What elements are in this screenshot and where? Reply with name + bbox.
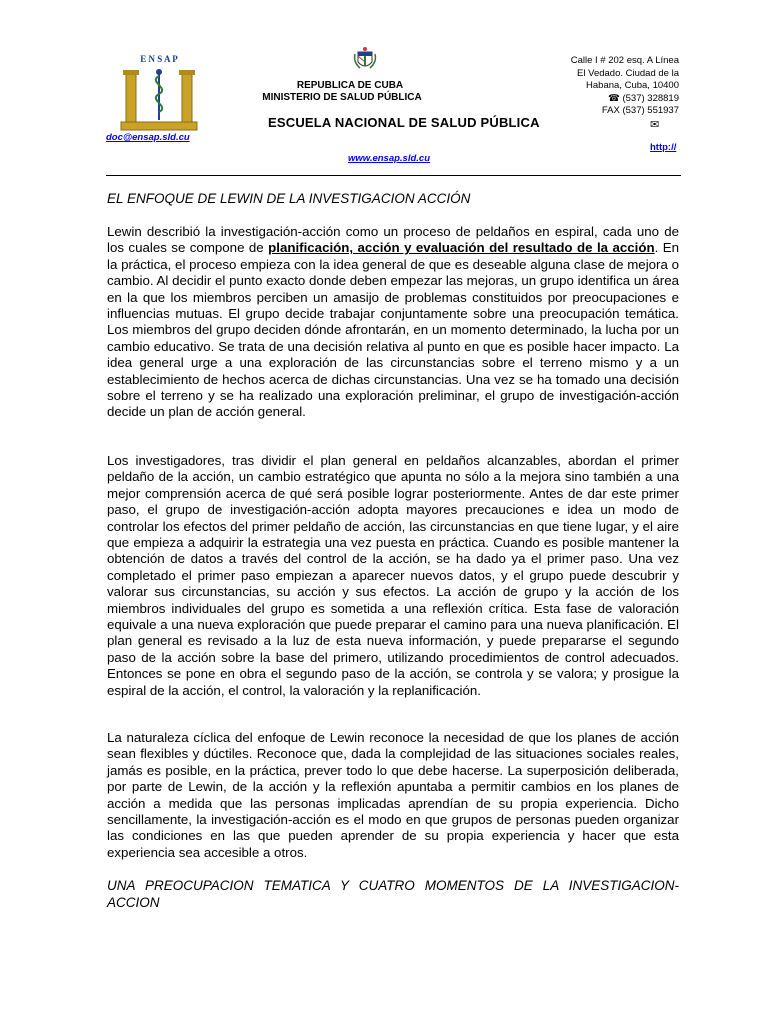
paragraph-2: Los investigadores, tras dividir el plan general en peldaños alcanzables, abordan el primer peldaño de la acción, un cambio estratégico que apunta no sólo a la mejora sino también a una mejor comprensión acerca de qué será posible lograr posteriormente. Antes de dar este primer paso, el grupo de investigación-acción adopta mayores precauciones e idea un modo de controlar los efectos del primer peldaño de acción, las circunstancias en que tiene lugar, y el aire que empieza a adquirir la estrategia una vez puesta en práctica. Cuando es posible mantener la obtención de datos a través del control de la acción, se ha dado ya el primer paso. Una vez completado el primer paso empiezan a aparecer nuevos datos, y el grupo puede descubrir y valorar sus circunstancias, su acción y sus efectos. La acción de grupo y la acción de los miembros individuales del grupo es sometida a una reflexión crítica. Esta fase de valoración equivale a una nueva exploración que puede preparar el camino para una nueva planificación. El plan general es revisado a la luz de esta nueva información, y puede prepararse el segundo paso de la acción sobre la base del primero, utilizando procedimientos de control adecuados. Entonces se pone en obra el segundo paso de la acción, se controla y se valora; y prosigue la espiral de la acción, el control, la valoración y la replanificación. <box>107 453 679 698</box>
address-line: El Vedado. Ciudad de la <box>577 67 679 79</box>
address-line: Habana, Cuba, 10400 <box>586 80 679 91</box>
section-subtitle: UNA PREOCUPACION TEMATICA Y CUATRO MOMENTOS DE LA INVESTIGACION-ACCION <box>107 878 679 910</box>
republic-heading: REPUBLICA DE CUBA <box>296 80 404 91</box>
envelope-icon: ✉ <box>650 119 660 131</box>
paragraph-1-emphasis: planificación, acción y evaluación del resultado de la acción <box>268 240 655 256</box>
ministry-heading: MINISTERIO DE SALUD PÚBLICA <box>262 92 422 103</box>
paragraph-1-text-end: . En la práctica, el proceso empieza con la idea general de que es deseable alguna clase de mejora o cambio. Al decidir el punto exacto donde deben empezar las mejoras, un grupo identifica un área en la que los miembros perciben un amasijo de problemas constituidos por preocupaciones e influencias mutuas. El grupo decide trabajar conjuntamente sobre una preocupación temática. Los miembros del grupo deciden dónde afrontarán, en un momento determinado, la lucha por un cambio educativo. Se trata de una decisión relativa al punto en que es posible hacer impacto. La idea general urge a una exploración de las circunstancias sobre el terreno mismo y a un establecimiento de hechos acerca de dichas circunstancias. Una vez se ha tomado una decisión sobre el terreno y se ha realizado una exploración preliminar, el grupo de investigación-acción decide un plan de acción general. <box>107 240 679 420</box>
ensap-logo <box>118 52 200 134</box>
paragraph-1-text: Lewin describió la investigación-acción como un proceso de peldaños en espiral, cada uno de los cuales se compone de <box>107 224 679 256</box>
http-link[interactable]: http:// <box>650 142 677 153</box>
document-title: EL ENFOQUE DE LEWIN DE LA INVESTIGACION ACCIÓN <box>107 191 471 206</box>
fax-line: FAX (537) 551937 <box>601 105 679 116</box>
phone-line: ☎ (537) 328819 <box>608 92 679 104</box>
header-divider <box>106 175 681 176</box>
coat-of-arms-icon <box>352 46 378 72</box>
email-link[interactable]: doc@ensap.sld.cu <box>106 132 190 143</box>
website-link[interactable]: www.ensap.sld.cu <box>348 153 431 164</box>
paragraph-1 <box>107 224 679 421</box>
school-heading: ESCUELA NACIONAL DE SALUD PÚBLICA <box>268 115 540 130</box>
address-block <box>509 55 679 118</box>
logo-lettering: E N S A P <box>140 54 178 64</box>
address-line: Calle I # 202 esq. A Línea <box>570 55 679 66</box>
paragraph-3: La naturaleza cíclica del enfoque de Lewin reconoce la necesidad de que los planes de acción sean flexibles y dúctiles. Reconoce que, dada la complejidad de las situaciones sociales reales, jamás es posible, en la práctica, prever todo lo que debe hacerse. La superposición deliberada, por parte de Lewin, de la acción y la reflexión apuntaba a permitir cambios en los planes de acción a medida que las personas implicadas aprendían de su propia experiencia. Dicho sencillamente, la investigación-acción es el modo en que grupos de personas pueden organizar las condiciones en las que pueden aprender de su propia experiencia y hacer que esta experiencia sea accesible a otros. <box>107 730 679 860</box>
